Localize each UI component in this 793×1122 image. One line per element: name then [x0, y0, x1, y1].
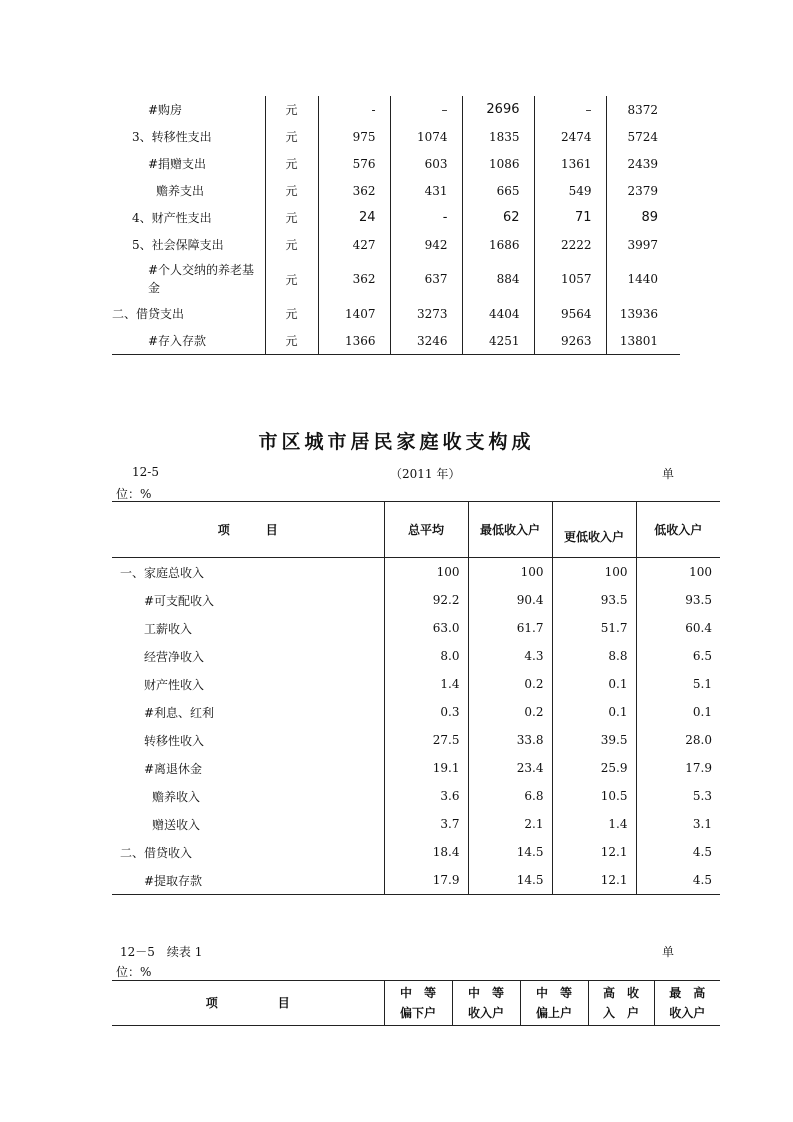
row-label: #提取存款: [112, 866, 384, 895]
column-header-line2: 偏上户: [535, 1006, 572, 1020]
cell-value: 23.4: [468, 754, 552, 782]
cell-value: 6.8: [468, 782, 552, 810]
cell-value: 1835: [462, 123, 534, 150]
row-label: #可支配收入: [144, 593, 215, 608]
cell-value: 19.1: [384, 754, 468, 782]
cell-value: 61.7: [468, 614, 552, 642]
cell-value: 0.1: [552, 670, 636, 698]
cell-value: 362: [318, 177, 390, 204]
cell-value: 1366: [318, 327, 390, 355]
row-unit: 元: [265, 300, 318, 327]
table-row: [112, 96, 680, 123]
cell-value: 4.5: [636, 838, 720, 866]
column-header-line1: 项 目: [205, 996, 290, 1010]
cell-value: 3.7: [384, 810, 468, 838]
cell-value: 2439: [627, 156, 658, 171]
cell-value: 1.4: [384, 670, 468, 698]
table-row: [112, 123, 680, 150]
table-row: [112, 642, 720, 670]
cell-value: 1361: [534, 150, 606, 177]
column-header: [384, 981, 452, 1026]
cell-value: -: [390, 204, 462, 231]
cell-value: 1057: [534, 258, 606, 300]
cell-value: 33.8: [468, 726, 552, 754]
expenditure-table: [112, 96, 680, 355]
table-row: [112, 670, 720, 698]
cell-value: 1086: [462, 150, 534, 177]
cell-value: 62: [462, 204, 534, 231]
cell-value: 576: [318, 150, 390, 177]
cell-value: –: [390, 96, 462, 123]
cell-value: 18.4: [384, 838, 468, 866]
cell-value: 17.9: [384, 866, 468, 895]
cell-value: 4251: [462, 327, 534, 355]
column-header-line1: 中 等: [399, 986, 436, 1000]
row-unit: 元: [265, 204, 318, 231]
row-label: 赠送收入: [152, 817, 201, 832]
cell-value: 3997: [627, 237, 658, 252]
table-row: [112, 698, 720, 726]
column-header: [588, 981, 654, 1026]
column-header-line1: 最 高: [669, 986, 706, 1000]
cell-value: 13936: [619, 306, 658, 321]
column-header-line1: 中 等: [467, 986, 504, 1000]
cell-value: 3273: [390, 300, 462, 327]
cell-value: 2222: [534, 231, 606, 258]
row-unit: 元: [265, 258, 318, 300]
cell-value: 884: [462, 258, 534, 300]
cell-value: 0.1: [636, 698, 720, 726]
table-row: [112, 300, 680, 327]
column-header: [112, 981, 384, 1026]
row-label: 经营净收入: [144, 649, 205, 664]
cell-value: 8.8: [552, 642, 636, 670]
row-unit: 元: [265, 327, 318, 355]
cell-value: –: [534, 96, 606, 123]
row-label: 工薪收入: [144, 621, 193, 636]
row-label: 3、转移性支出: [132, 130, 212, 144]
cell-value: 89: [641, 210, 658, 225]
cell-value: 93.5: [552, 586, 636, 614]
cell-value: 3.6: [384, 782, 468, 810]
table-year: （2011 年）: [390, 467, 461, 481]
cell-value: 17.9: [636, 754, 720, 782]
cell-value: 603: [390, 150, 462, 177]
table-row: [112, 204, 680, 231]
column-header: 最低收入户: [468, 502, 552, 558]
cell-value: 3.1: [636, 810, 720, 838]
cell-value: 1074: [390, 123, 462, 150]
cell-value: 2379: [627, 183, 658, 198]
cell-value: 39.5: [552, 726, 636, 754]
cell-value: 14.5: [468, 866, 552, 895]
cell-value: 0.2: [468, 670, 552, 698]
table-row: [112, 754, 720, 782]
row-label: 5、社会保障支出: [132, 238, 224, 252]
cell-value: 4.5: [636, 866, 720, 895]
row-unit: 元: [265, 177, 318, 204]
unit-label-b-continued: 位：%: [116, 965, 152, 979]
column-header: [452, 981, 520, 1026]
unit-label-a-continued: 单: [662, 945, 675, 959]
cell-value: 0.2: [468, 698, 552, 726]
income-structure-table: [112, 501, 720, 895]
table-row: [112, 150, 680, 177]
cell-value: 3246: [390, 327, 462, 355]
cell-value: 51.7: [552, 614, 636, 642]
column-header-line2: 收入户: [669, 1006, 706, 1020]
row-unit: 元: [265, 123, 318, 150]
row-label: #离退休金: [144, 761, 203, 776]
cell-value: 60.4: [636, 614, 720, 642]
cell-value: 9263: [534, 327, 606, 355]
row-label: 4、财产性支出: [132, 211, 212, 225]
cell-value: 975: [318, 123, 390, 150]
cell-value: 8372: [627, 102, 658, 117]
row-label: #存入存款: [112, 327, 265, 355]
cell-value: 10.5: [552, 782, 636, 810]
row-unit: 元: [265, 96, 318, 123]
table-row: [112, 177, 680, 204]
table-row: [112, 614, 720, 642]
cell-value: 5724: [627, 129, 658, 144]
row-label: 二、借贷收入: [120, 845, 193, 860]
cell-value: 5.3: [636, 782, 720, 810]
row-label: 一、家庭总收入: [120, 565, 205, 580]
cell-value: 71: [534, 204, 606, 231]
cell-value: 427: [318, 231, 390, 258]
table-row: [112, 838, 720, 866]
cell-value: 4.3: [468, 642, 552, 670]
cell-value: 63.0: [384, 614, 468, 642]
cell-value: 12.1: [552, 838, 636, 866]
column-header: 项 目: [112, 502, 384, 558]
column-header: 低收入户: [636, 502, 720, 558]
cell-value: 100: [636, 558, 720, 587]
row-label: 二、借贷支出: [112, 307, 185, 321]
cell-value: 27.5: [384, 726, 468, 754]
row-label: #购房: [148, 103, 183, 117]
column-header: [654, 981, 720, 1026]
cell-value: 0.1: [552, 698, 636, 726]
row-label: 赡养收入: [152, 789, 201, 804]
cell-value: 2696: [462, 96, 534, 123]
cell-value: 14.5: [468, 838, 552, 866]
cell-value: 1.4: [552, 810, 636, 838]
table-row: [112, 726, 720, 754]
row-label: 转移性收入: [144, 733, 205, 748]
table-number-continued: 12－5 续表 1: [120, 945, 203, 959]
cell-value: 100: [468, 558, 552, 587]
row-unit: 元: [265, 150, 318, 177]
cell-value: 549: [534, 177, 606, 204]
row-unit: 元: [265, 231, 318, 258]
cell-value: 637: [390, 258, 462, 300]
unit-label-b: 位：%: [116, 487, 152, 501]
column-header: 更低收入户: [552, 502, 636, 558]
cell-value: 13801: [606, 327, 680, 355]
table-row: [112, 866, 720, 895]
cell-value: 24: [318, 204, 390, 231]
cell-value: 90.4: [468, 586, 552, 614]
cell-value: 1440: [627, 272, 658, 286]
column-header-line1: 高 收: [602, 986, 639, 1000]
column-header-line2: 偏下户: [399, 1006, 436, 1020]
cell-value: 665: [462, 177, 534, 204]
row-label: #利息、红利: [144, 705, 215, 720]
cell-value: 942: [390, 231, 462, 258]
income-structure-continued-table: [112, 980, 720, 1026]
row-label: #捐赠支出: [148, 157, 207, 171]
cell-value: 8.0: [384, 642, 468, 670]
row-label: 赡养支出: [156, 184, 205, 198]
table-row: [112, 231, 680, 258]
cell-value: 1407: [318, 300, 390, 327]
section-title: 市区城市居民家庭收支构成: [258, 431, 535, 453]
cell-value: 9564: [534, 300, 606, 327]
cell-value: 362: [318, 258, 390, 300]
cell-value: 5.1: [636, 670, 720, 698]
unit-label-a: 单: [662, 467, 675, 481]
column-header-line2: 收入户: [467, 1006, 504, 1020]
cell-value: 0.3: [384, 698, 468, 726]
cell-value: 2474: [534, 123, 606, 150]
table-row: [112, 258, 680, 300]
cell-value: 100: [384, 558, 468, 587]
row-label: #个人交纳的养老基金: [148, 263, 255, 295]
table-row: [112, 810, 720, 838]
table-number: 12-5: [132, 465, 159, 479]
cell-value: 2.1: [468, 810, 552, 838]
cell-value: 6.5: [636, 642, 720, 670]
table-row: [112, 558, 720, 587]
row-label: 财产性收入: [144, 677, 205, 692]
column-header-line2: 入 户: [602, 1006, 639, 1020]
cell-value: 100: [552, 558, 636, 587]
table-row: [112, 327, 680, 355]
cell-value: 431: [390, 177, 462, 204]
cell-value: 1686: [462, 231, 534, 258]
table-row: [112, 586, 720, 614]
cell-value: 4404: [462, 300, 534, 327]
cell-value: -: [318, 96, 390, 123]
table-row: [112, 782, 720, 810]
cell-value: 25.9: [552, 754, 636, 782]
column-header: 总平均: [384, 502, 468, 558]
column-header-line1: 中 等: [535, 986, 572, 1000]
cell-value: 93.5: [636, 586, 720, 614]
column-header: [520, 981, 588, 1026]
cell-value: 92.2: [384, 586, 468, 614]
cell-value: 28.0: [636, 726, 720, 754]
cell-value: 12.1: [552, 866, 636, 895]
